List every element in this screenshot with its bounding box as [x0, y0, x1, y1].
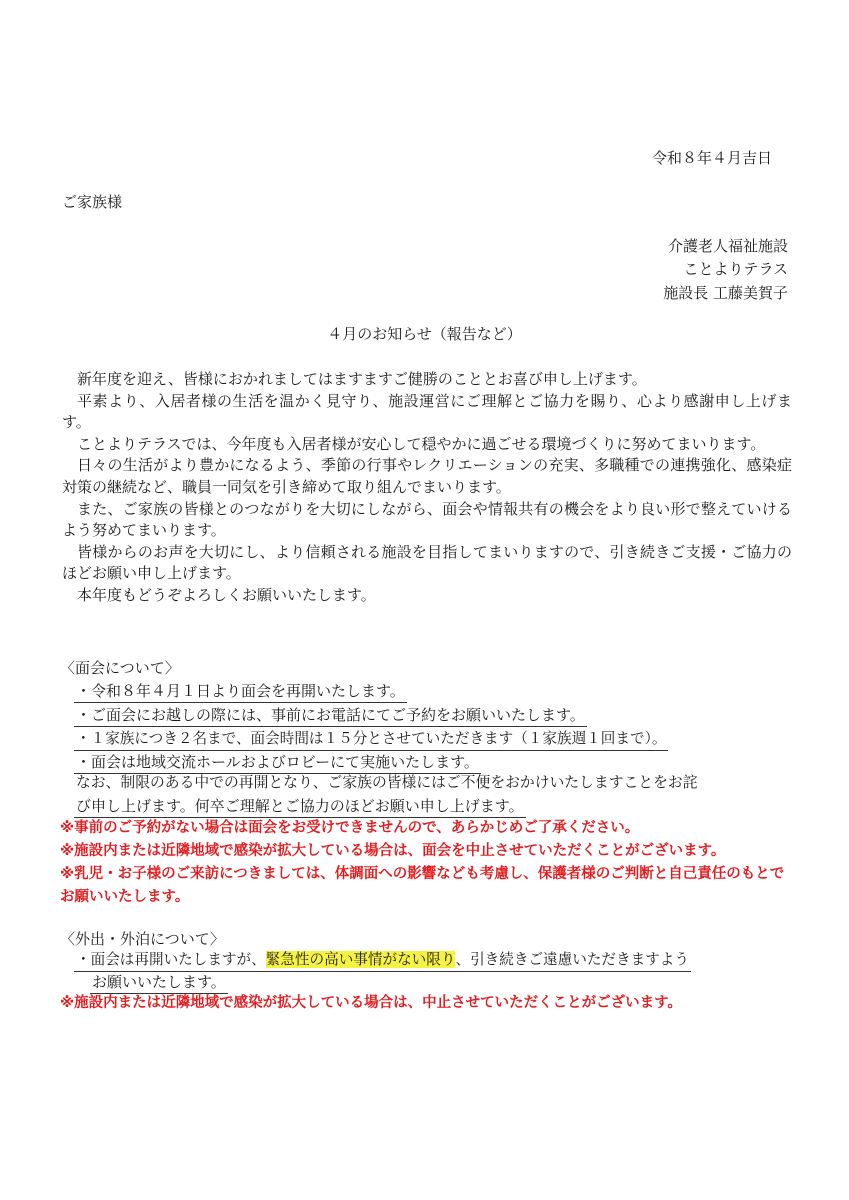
- warning-text: ※乳児・お子様のご来訪につきましては、体調面への影響なども考慮し、保護者様のご判断と自己責任のもとでお願いいたします。: [60, 866, 785, 905]
- warning-text: ※施設内または近隣地域で感染が拡大している場合は、面会を中止させていただくことがございます。: [60, 843, 726, 859]
- visit-item: ・ご面会にお越しの際には、事前にお電話にてご予約をお願いいたします。: [74, 705, 587, 727]
- paragraph: 本年度もどうぞよろしくお願いいたします。: [77, 585, 376, 604]
- paragraph: ことよりテラスでは、今年度も入居者様が安心して穏やかに過ごせる環境づくりに努めてまいります。: [77, 434, 766, 453]
- visit-item: ・令和８年４月１日より面会を再開いたします。: [74, 681, 407, 703]
- paragraph: 新年度を迎え、皆様におかれましてはますますご健勝のこととお喜び申し上げます。: [77, 370, 647, 388]
- visit-item: ・１家族につき２名まで、面会時間は１５分とさせていただきます（１家族週１回まで）。: [74, 729, 668, 751]
- paragraph: 皆様からのお声を大切にし、より信頼される施設を目指してまいりますので、引き続きご支援・ご協力のほどお願い申し上げます。: [62, 542, 792, 583]
- visit-note-line: なお、制限のある中での再開となり、ご家族の皆様にはご不便をおかけいたしますことをお詫: [76, 774, 698, 791]
- sender-director: 施設長 工藤美賀子: [663, 284, 788, 302]
- visit-note-line: び申し上げます。何卒ご理解とご協力のほどお願い申し上げます。: [74, 796, 526, 818]
- visit-warnings: [60, 817, 795, 909]
- outing-warning: ※施設内または近隣地域で感染が拡大している場合は、中止させていただくことがございます。: [60, 995, 682, 1011]
- warning-text: ※事前のご予約がない場合は面会をお受けできませんので、あらかじめご了承ください。: [60, 820, 640, 836]
- outing-item-line: お願いいたします。: [90, 972, 228, 994]
- outing-text: ・面会は再開いたしますが、: [76, 951, 266, 968]
- outing-text: 、引き続きご遠慮いただきますよう: [455, 951, 689, 968]
- highlighted-text: 緊急性の高い事情がない限り: [265, 951, 456, 968]
- greeting-body: [62, 369, 792, 607]
- recipient: ご家族様: [62, 193, 123, 211]
- paragraph: また、ご家族の皆様とのつながりを大切にしながら、面会や情報共有の機会をより良い形で整えていけるよう努めてまいります。: [62, 499, 792, 540]
- letter-date: 令和８年４月吉日: [652, 149, 773, 167]
- letter-title: ４月のお知らせ（報告など）: [327, 325, 522, 343]
- visit-section-heading: 〈面会について〉: [60, 659, 180, 677]
- visit-item: ・面会は地域交流ホールおよびロビーにて実施いたします。: [74, 752, 481, 774]
- outing-section-heading: 〈外出・外泊について〉: [60, 930, 225, 948]
- sender-facility-name: ことよりテラス: [683, 260, 788, 278]
- sender-facility-type: 介護老人福祉施設: [667, 237, 788, 255]
- paragraph: 平素より、入居者様の生活を温かく見守り、施設運営にご理解とご協力を賜り、心より感謝申し上げます。: [62, 391, 792, 432]
- paragraph: 日々の生活がより豊かになるよう、季節の行事やレクリエーションの充実、多職種での連携強化、感染症対策の継続など、職員一同気を引き締めて取り組んでまいります。: [62, 456, 792, 496]
- outing-item-line: [74, 950, 691, 972]
